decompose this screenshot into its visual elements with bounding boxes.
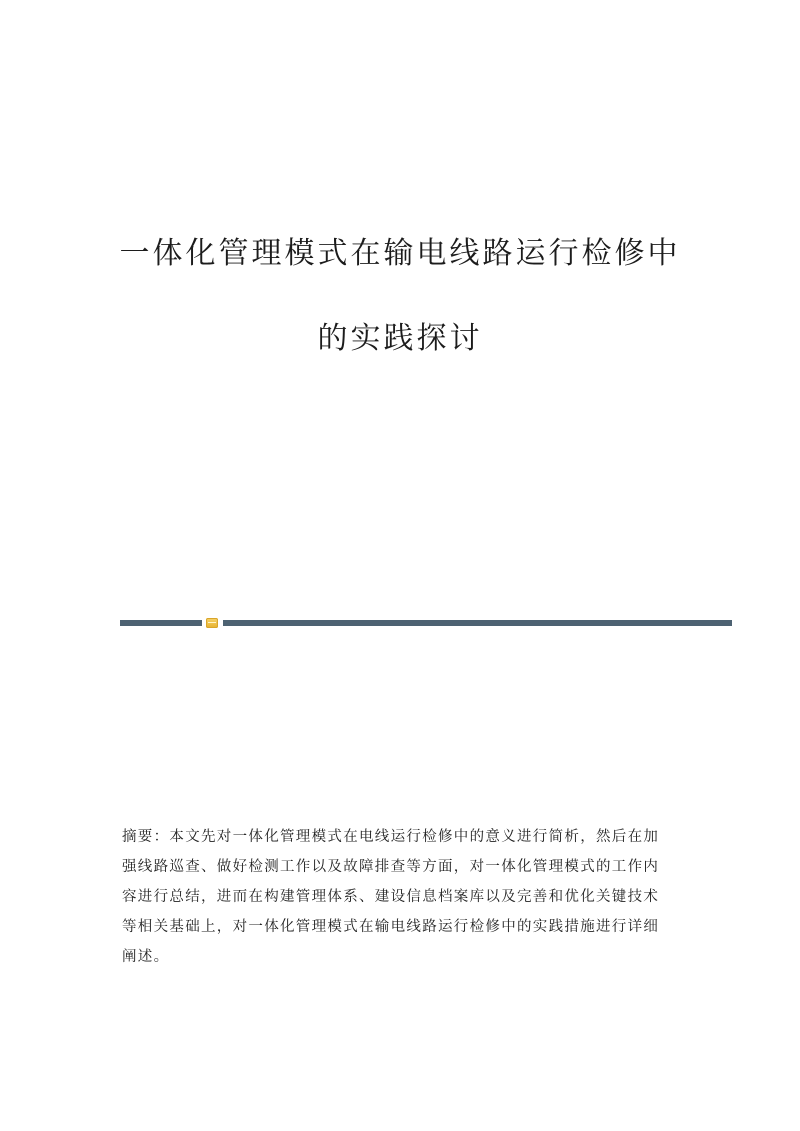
- divider-marker-icon: [206, 618, 218, 628]
- title-line-1: 一体化管理模式在输电线路运行检修中: [119, 236, 681, 271]
- abstract-line: 容进行总结，进而在构建管理体系、建设信息档案库以及完善和优化关键技术: [122, 889, 660, 905]
- title-line-2: 的实践探讨: [317, 321, 483, 356]
- abstract-line: 等相关基础上，对一体化管理模式在输电线路运行检修中的实践措施进行详细: [122, 919, 660, 935]
- decorative-divider: [120, 618, 732, 628]
- abstract-line: 强线路巡查、做好检测工作以及故障排查等方面，对一体化管理模式的工作内: [122, 859, 660, 875]
- divider-bar-left: [120, 620, 202, 626]
- abstract: [122, 822, 682, 972]
- abstract-line: 摘要：本文先对一体化管理模式在电线运行检修中的意义进行简析，然后在加: [122, 829, 660, 845]
- divider-bar-right: [223, 620, 732, 626]
- abstract-line: 阐述。: [122, 949, 170, 965]
